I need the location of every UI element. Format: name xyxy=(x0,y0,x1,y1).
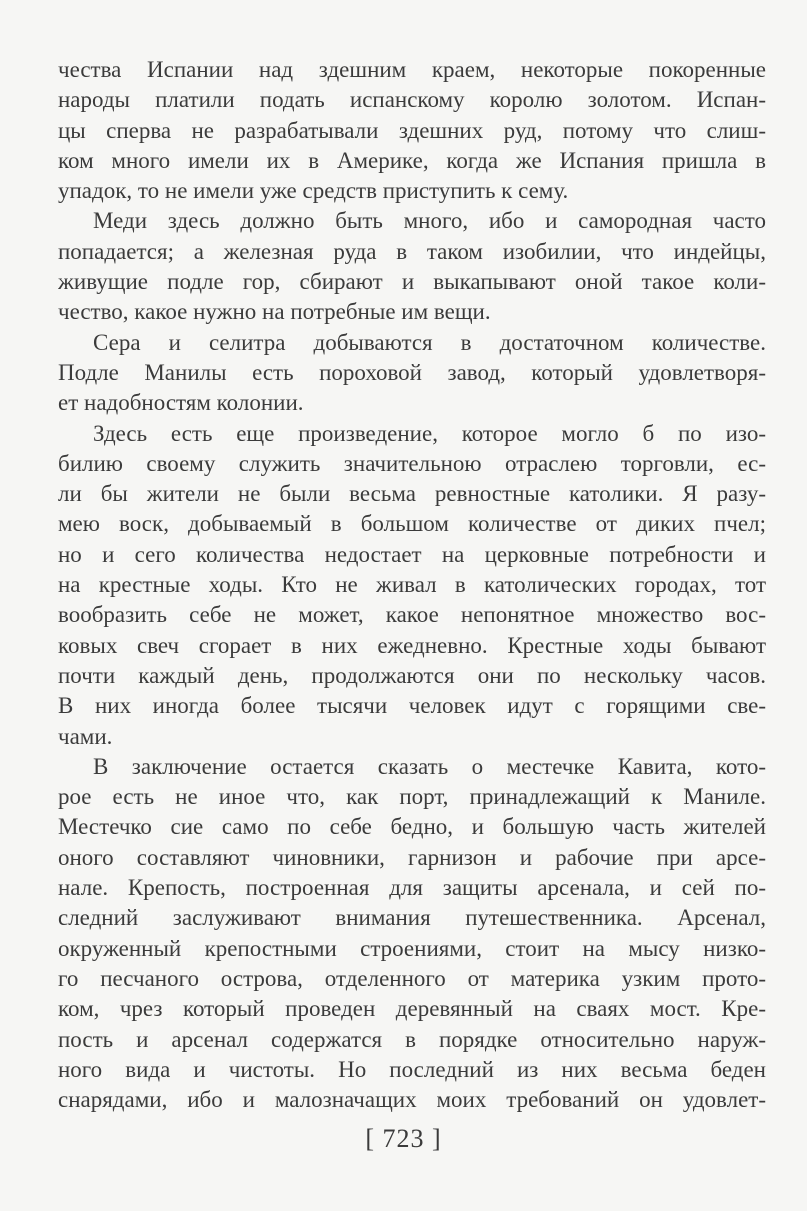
text-line: ного вида и чистоты. Но последний из них весьма беден xyxy=(58,1056,766,1082)
paragraph xyxy=(58,419,766,752)
text-line: но и сего количества недостает на церковные потребности и xyxy=(58,541,766,567)
text-line: В них иногда более тысячи человек идут с горящими све- xyxy=(58,693,766,719)
paragraph xyxy=(58,752,766,1116)
page-body-text xyxy=(58,55,766,1115)
text-line: ком, чрез который проведен деревянный на сваях мост. Кре- xyxy=(58,996,766,1022)
text-line: чества Испании над здешним краем, некоторые покоренные xyxy=(58,57,766,82)
text-line: окруженный крепостными строениями, стоит на мысу низко- xyxy=(58,935,766,961)
text-line: упадок, то не имели уже средств приступить к сему. xyxy=(58,178,569,204)
text-line: билию своему служить значительною отраслею торговли, ес- xyxy=(58,450,766,476)
text-line: снарядами, ибо и малозначащих моих требований он удовлет- xyxy=(58,1087,766,1113)
page-number: [ 723 ] xyxy=(365,1124,442,1153)
text-line: почти каждый день, продолжаются они по нескольку часов. xyxy=(58,662,766,688)
text-line: живущие подле гор, сбирают и выкапывают оной такое коли- xyxy=(58,269,766,295)
text-line: попадается; а железная руда в таком изобилии, что индейцы, xyxy=(58,238,766,264)
paragraph xyxy=(58,206,766,327)
text-line: Местечко сие само по себе бедно, и большую часть жителей xyxy=(58,814,766,840)
paragraph xyxy=(58,328,766,419)
text-line: народы платили подать испанскому королю золотом. Испан- xyxy=(58,87,766,113)
text-line: ковых свеч сгорает в них ежедневно. Крестные ходы бывают xyxy=(58,632,766,658)
text-line: чество, какое нужно на потребные им вещи. xyxy=(58,299,491,325)
text-line: ет надобностям колонии. xyxy=(58,390,304,416)
text-line: мею воск, добываемый в большом количестве от диких пчел; xyxy=(58,511,766,537)
text-line: нале. Крепость, построенная для защиты арсенала, и сей по- xyxy=(58,875,766,901)
text-line: цы сперва не разрабатывали здешних руд, потому что слиш- xyxy=(58,117,766,143)
text-line: рое есть не иное что, как порт, принадлежащий к Маниле. xyxy=(58,784,766,810)
text-line: Здесь есть еще произведение, которое могло б по изо- xyxy=(93,420,766,446)
text-line: Сера и селитра добываются в достаточном количестве. xyxy=(93,329,766,355)
text-line: Меди здесь должно быть много, ибо и самородная часто xyxy=(93,208,766,234)
text-line: го песчаного острова, отделенного от материка узким прото- xyxy=(58,965,766,991)
text-line: ли бы жители не были весьма ревностные католики. Я разу- xyxy=(58,481,766,507)
text-line: чами. xyxy=(58,723,113,749)
paragraph xyxy=(58,55,766,206)
text-line: вообразить себе не может, какое непонятное множество вос- xyxy=(58,602,766,628)
text-line: ком много имели их в Америке, когда же Испания пришла в xyxy=(58,147,766,173)
text-line: Подле Манилы есть пороховой завод, который удовлетворя- xyxy=(58,359,766,385)
text-line: оного составляют чиновники, гарнизон и рабочие при арсе- xyxy=(58,844,766,870)
text-line: на крестные ходы. Кто не живал в католических городах, тот xyxy=(58,572,766,598)
text-line: В заключение остается сказать о местечке Кавита, кото- xyxy=(93,753,766,779)
text-line: следний заслуживают внимания путешественника. Арсенал, xyxy=(58,905,766,931)
text-line: пость и арсенал содержатся в порядке относительно наруж- xyxy=(58,1026,766,1052)
